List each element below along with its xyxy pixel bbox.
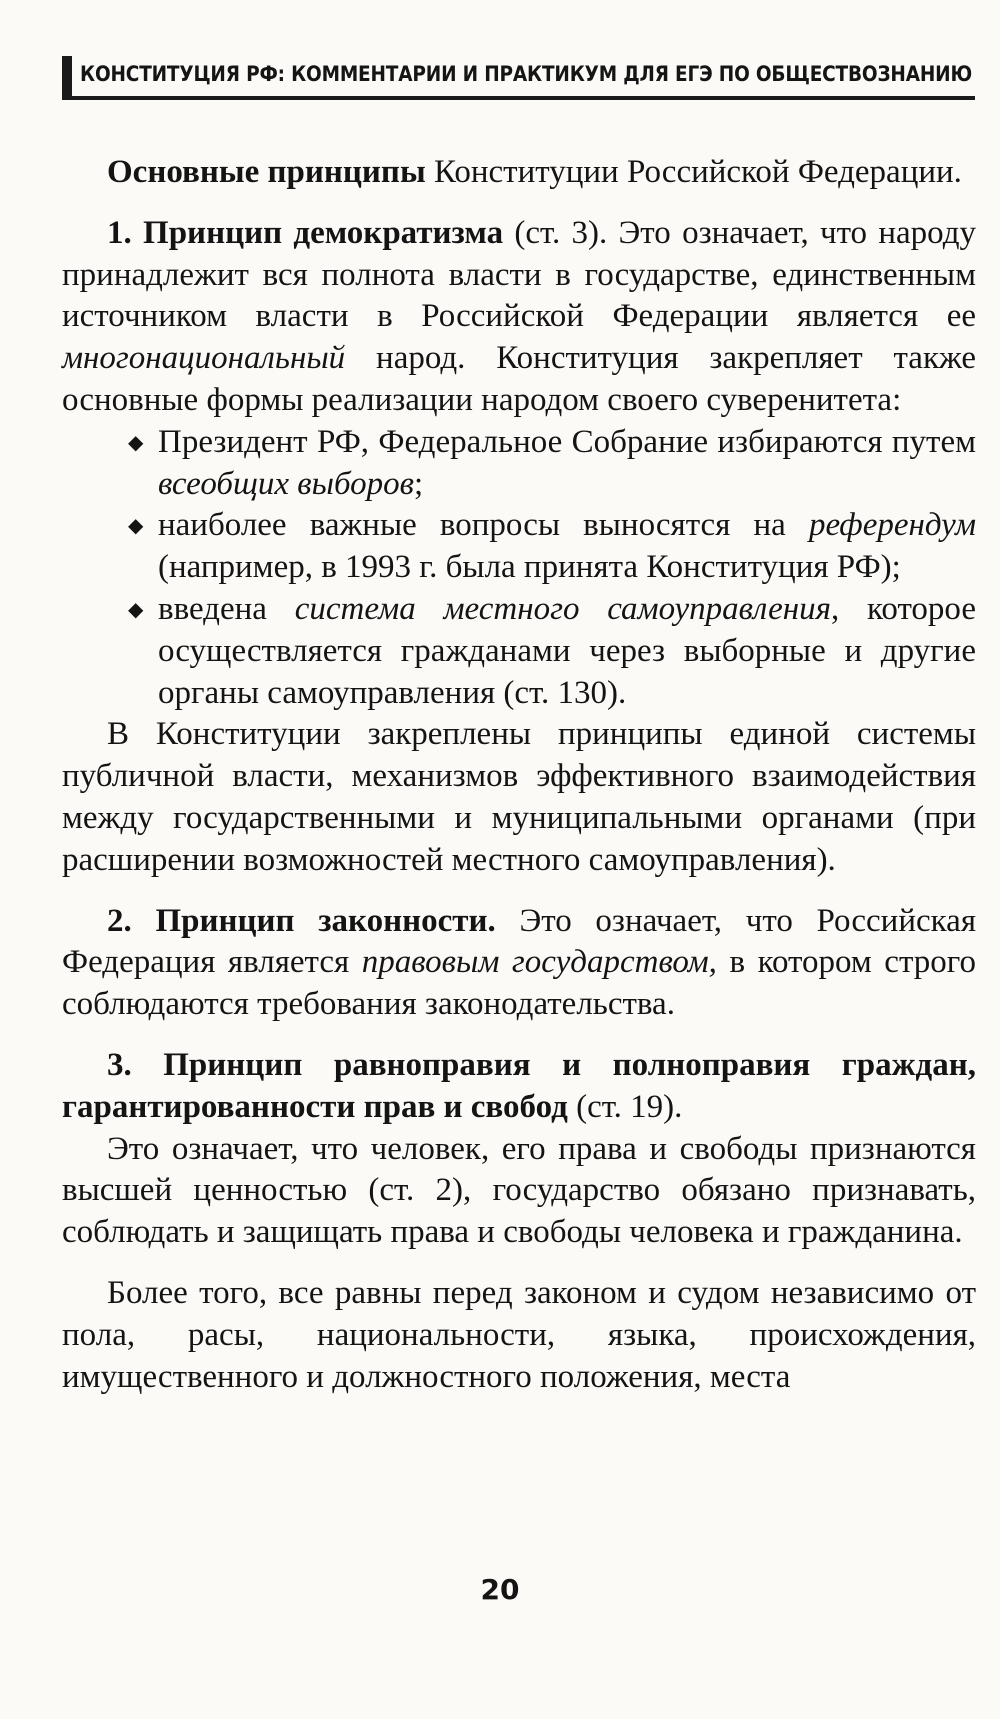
principle-1-paragraph [62, 213, 976, 422]
running-header-title: КОНСТИТУЦИЯ РФ: КОММЕНТАРИИ И ПРАКТИКУМ ДЛЯ ЕГЭ ПО ОБЩЕСТВОЗНАНИЮ [80, 62, 973, 87]
principle-3-ref: (ст. 19). [567, 1088, 683, 1125]
bullet-text: Президент РФ, Федеральное Собрание избираются путем [158, 423, 976, 460]
diamond-bullet-icon: ◆ [128, 596, 144, 621]
bullet-text: ; [413, 465, 424, 502]
page-number: 20 [480, 1573, 520, 1606]
intro-text: Конституции Российской Федерации. [425, 154, 962, 190]
principle-3-heading-paragraph [62, 1045, 976, 1129]
principle-2-text-b: в котором строго соблюдаются требования законодательства. [62, 944, 976, 1023]
bullet-list [62, 422, 976, 715]
list-item [128, 505, 976, 589]
intro-bold: Основные принципы [107, 154, 426, 190]
bullet-italic: референдум [808, 507, 976, 544]
bullet-text: (например, в 1993 г. была принята Конституция РФ); [158, 549, 901, 586]
header-marker-bar [62, 56, 72, 100]
list-item [128, 589, 976, 714]
principle-1-continuation: В Конституции закреплены принципы единой системы публичной власти, механизмов эффективного взаимодействия между государственными и муниципальными органами (при расширении возможностей местного самоуправления). [62, 716, 976, 878]
bullet-text: введена [158, 590, 295, 627]
principle-3-text-2: Более того, все равны перед законом и судом независимо от пола, расы, национальности, языка, происхождения, имущественного и должностного положения, места [62, 1274, 976, 1395]
page-body [62, 152, 976, 1398]
diamond-bullet-icon: ◆ [128, 513, 144, 538]
running-header [62, 56, 975, 100]
principle-2-heading: 2. Принцип законности. [107, 902, 496, 939]
principle-2-text-a: Это означает, что Российская Федерация является [62, 902, 977, 981]
principle-2-paragraph [62, 901, 976, 1026]
principle-2-italic: правовым государством, [361, 944, 717, 981]
list-item [128, 422, 976, 506]
bullet-text: , которое осуществляется гражданами через выборные и другие органы самоуправления (ст. 130). [158, 590, 976, 711]
bullet-italic: всеобщих выборов [158, 465, 414, 502]
bullet-text: наиболее важные вопросы выносятся на [158, 507, 809, 544]
principle-3-text-1: Это означает, что человек, его права и свободы признаются высшей ценностью (ст. 2), государство обязано признавать, соблюдать и защищать права и свободы человека и гражданина. [62, 1130, 976, 1251]
principle-1-italic: многонациональный [62, 340, 346, 377]
principle-1-text-b: народ. Конституция закрепляет также основные формы реализации народом своего суверенитета: [62, 340, 976, 418]
principle-3-heading: 3. Принцип равноправия и полноправия граждан, гарантированности прав и свобод [62, 1046, 976, 1125]
bullet-italic: система местного самоуправления [294, 590, 831, 627]
principle-1-text-a: (ст. 3). Это означает, что народу принадлежит вся полнота власти в государстве, единственным источником власти в Российской Федерации является ее [62, 214, 976, 335]
principle-1-heading: 1. Принцип демократизма [107, 214, 504, 251]
diamond-bullet-icon: ◆ [128, 429, 144, 454]
intro-paragraph [62, 152, 976, 194]
